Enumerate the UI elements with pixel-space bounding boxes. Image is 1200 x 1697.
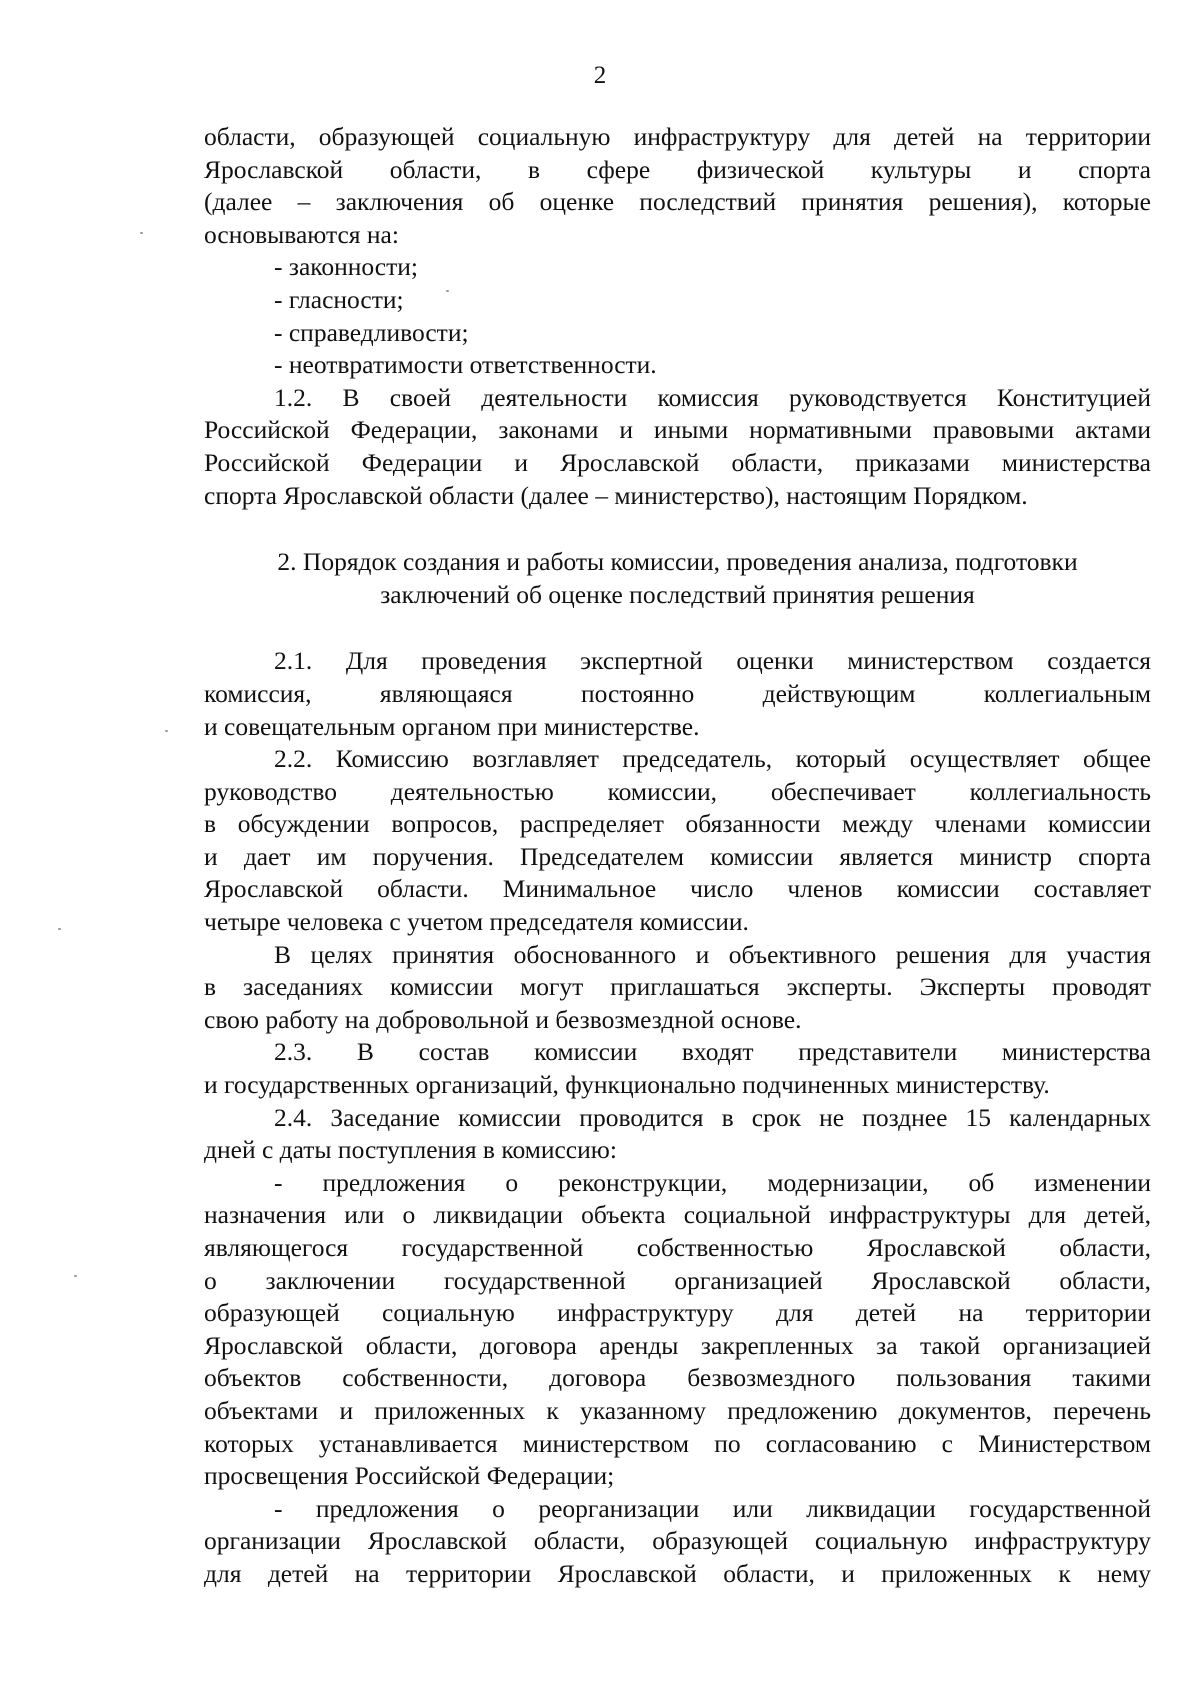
text-line: объектами и приложенных к указанному предложению документов, перечень xyxy=(204,1395,1151,1425)
principles-list xyxy=(204,251,1151,381)
section-2-heading xyxy=(204,546,1151,611)
text-line: о заключении государственной организацией Ярославской области, xyxy=(204,1265,1151,1295)
text-line: назначения или о ликвидации объекта социальной инфраструктуры для детей, xyxy=(204,1200,1151,1230)
text-line: Ярославской области, договора аренды закрепленных за такой организацией xyxy=(204,1330,1151,1360)
text-line: - предложения о реконструкции, модернизации, об изменении xyxy=(274,1167,1151,1197)
text-line: области, образующей социальную инфраструктуру для детей на территории xyxy=(204,122,1151,151)
scan-speck xyxy=(74,1275,77,1277)
paragraph-1-2 xyxy=(204,382,1151,512)
page-number: 2 xyxy=(593,62,607,89)
text-line: Ярославской области. Минимальное число членов комиссии составляет xyxy=(204,874,1151,904)
text-line: для детей на территории Ярославской области, и приложенных к нему xyxy=(204,1558,1151,1588)
text-line: 1.2. В своей деятельности комиссия руководствуется Конституцией xyxy=(274,382,1151,412)
text-line: являющегося государственной собственностью Ярославской области, xyxy=(204,1233,1151,1262)
heading-line: заключений об оценке последствий принятия решения xyxy=(380,579,975,609)
list-item: - гласности; xyxy=(274,284,404,314)
text-line: Российской Федерации, законами и иными нормативными правовыми актами xyxy=(204,415,1151,445)
text-line: в обсуждении вопросов, распределяет обязанности между членами комиссии xyxy=(204,809,1151,839)
intro-paragraph xyxy=(204,121,1151,251)
text-line: свою работу на добровольной и безвозмездной основе. xyxy=(204,1004,802,1034)
paragraph-2-3 xyxy=(204,1036,1151,1101)
text-line: образующей социальную инфраструктуру для детей на территории xyxy=(204,1298,1151,1328)
text-line: организации Ярославской области, образующей социальную инфраструктуру xyxy=(204,1526,1151,1556)
text-line: основываются на: xyxy=(204,219,399,249)
scan-speck xyxy=(140,232,143,234)
text-line: Ярославской области, в сфере физической культуры и спорта xyxy=(204,154,1151,184)
text-line: 2.2. Комиссию возглавляет председатель, который осуществляет общее xyxy=(274,744,1151,774)
text-line: Российской Федерации и Ярославской области, приказами министерства xyxy=(204,447,1151,477)
text-line: руководство деятельностью комиссии, обеспечивает коллегиальность xyxy=(204,776,1151,806)
text-line: объектов собственности, договора безвозмездного пользования такими xyxy=(204,1363,1151,1393)
paragraph-2-4-item-2 xyxy=(204,1493,1151,1591)
paragraph-2-4-item-1 xyxy=(204,1167,1151,1493)
text-line: в заседаниях комиссии могут приглашаться эксперты. Эксперты проводят xyxy=(204,972,1151,1002)
text-line: и дает им поручения. Председателем комиссии является министр спорта xyxy=(204,841,1151,871)
text-line: спорта Ярославской области (далее – министерство), настоящим Порядком. xyxy=(204,480,1028,510)
text-line: В целях принятия обоснованного и объективного решения для участия xyxy=(274,939,1151,969)
text-line: 2.3. В состав комиссии входят представители министерства xyxy=(274,1037,1151,1067)
document-body xyxy=(204,121,1151,1591)
list-item: - неотвратимости ответственности. xyxy=(274,350,657,380)
heading-line: 2. Порядок создания и работы комиссии, проведения анализа, подготовки xyxy=(277,547,1078,577)
scan-speck xyxy=(165,730,168,732)
list-item: - справедливости; xyxy=(274,317,469,347)
scan-speck xyxy=(446,290,449,292)
paragraph-2-2 xyxy=(204,743,1151,939)
text-line: - предложения о реорганизации или ликвидации государственной xyxy=(274,1493,1151,1523)
text-line: 2.4. Заседание комиссии проводится в срок не позднее 15 календарных xyxy=(274,1102,1151,1132)
text-line: 2.1. Для проведения экспертной оценки министерством создается xyxy=(274,646,1151,676)
text-line: и государственных организаций, функционально подчиненных министерству. xyxy=(204,1070,1050,1100)
paragraph-2-4 xyxy=(204,1102,1151,1167)
text-line: дней с даты поступления в комиссию: xyxy=(204,1135,617,1165)
scan-speck xyxy=(58,928,61,930)
paragraph-2-2-experts xyxy=(204,939,1151,1037)
text-line: которых устанавливается министерством по согласованию с Министерством xyxy=(204,1428,1151,1458)
text-line: комиссия, являющаяся постоянно действующим коллегиальным xyxy=(204,678,1151,708)
text-line: четыре человека с учетом председателя комиссии. xyxy=(204,907,749,937)
text-line: (далее – заключения об оценке последствий принятия решения), которые xyxy=(204,187,1151,217)
paragraph-2-1 xyxy=(204,645,1151,743)
text-line: просвещения Российской Федерации; xyxy=(204,1461,615,1491)
list-item: - законности; xyxy=(274,252,418,282)
text-line: и совещательным органом при министерстве. xyxy=(204,711,700,741)
